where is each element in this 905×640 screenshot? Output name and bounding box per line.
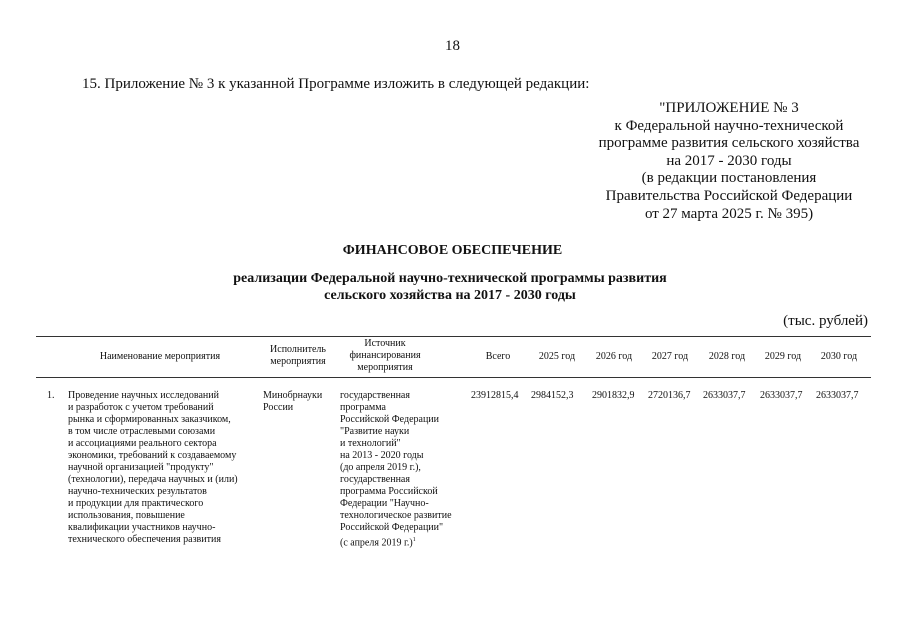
appendix-header <box>575 100 883 223</box>
row-year-2030: 2633037,7 <box>816 390 859 401</box>
row-source-line <box>340 534 452 549</box>
row-source-line: Федерации "Научно- <box>340 498 429 509</box>
row-name-line: (технологии), передача научных и (или) <box>68 474 238 485</box>
row-source-line: на 2013 - 2020 годы <box>340 450 424 461</box>
header-total: Всего <box>485 351 511 362</box>
row-name-line: экономики, требований к создаваемому <box>68 450 237 461</box>
table-row <box>0 390 905 560</box>
row-year-2029: 2633037,7 <box>760 390 803 401</box>
header-year-2028: 2028 год <box>708 351 746 362</box>
row-source-line: государственная <box>340 390 410 401</box>
row-name-line: рынка и сформированных заказчиком, <box>68 414 231 425</box>
row-source-line: программа <box>340 402 386 413</box>
row-source <box>340 390 452 549</box>
row-source-line: и технологий" <box>340 438 401 449</box>
header-year-2029: 2029 год <box>764 351 802 362</box>
row-year-2025: 2984152,3 <box>531 390 574 401</box>
header-source-line: Источник <box>364 338 406 349</box>
row-source-line: программа Российской <box>340 486 438 497</box>
appendix-line: (в редакции постановления <box>641 170 817 187</box>
appendix-line: программе развития сельского хозяйства <box>598 135 860 152</box>
subtitle-line: сельского хозяйства на 2017 - 2030 годы <box>324 288 576 303</box>
row-name-line: использования, повышение <box>68 510 185 521</box>
appendix-line: от 27 марта 2025 г. № 395) <box>644 205 814 222</box>
row-total: 23912815,4 <box>471 390 519 401</box>
header-executor <box>258 344 338 368</box>
appendix-line: на 2017 - 2030 годы <box>666 152 792 169</box>
row-source-line: Российской Федерации" <box>340 522 444 533</box>
header-year-2025: 2025 год <box>538 351 576 362</box>
row-name-line: Проведение научных исследований <box>68 390 219 401</box>
row-source-line: государственная <box>340 474 410 485</box>
row-name-line: и разработок с учетом требований <box>68 402 214 413</box>
header-executor-line: Исполнитель <box>270 344 326 355</box>
row-name-line: и ассоциациями реального сектора <box>68 438 217 449</box>
row-name <box>68 390 238 546</box>
header-source-line: мероприятия <box>357 362 413 373</box>
row-name-line: технического обеспечения развития <box>68 534 221 545</box>
row-name-line: в том числе отраслевыми союзами <box>68 426 216 437</box>
row-executor-line: России <box>263 402 294 413</box>
appendix-line: Правительства Российской Федерации <box>605 187 853 204</box>
document-subtitle <box>140 270 760 304</box>
header-year-2026: 2026 год <box>595 351 633 362</box>
table-header-rule <box>36 377 871 378</box>
row-source-line: (до апреля 2019 г.), <box>340 462 421 473</box>
row-source-line: технологическое развитие <box>340 510 452 521</box>
subtitle-line: реализации Федеральной научно-технической программы развития <box>233 271 667 286</box>
row-year-2027: 2720136,7 <box>648 390 691 401</box>
row-executor-line: Минобрнауки <box>263 390 323 401</box>
row-source-line: Российской Федерации <box>340 414 440 425</box>
row-name-line: квалификации участников научно- <box>68 522 216 533</box>
header-year-2027: 2027 год <box>651 351 689 362</box>
appendix-line: к Федеральной научно-технической <box>614 117 844 134</box>
header-name: Наименование мероприятия <box>99 351 221 362</box>
row-year-2028: 2633037,7 <box>703 390 746 401</box>
row-source-last-text: (с апреля 2019 г.) <box>340 537 413 549</box>
row-name-line: научно-технических результатов <box>68 486 207 497</box>
header-executor-line: мероприятия <box>270 356 326 367</box>
units-label: (тыс. рублей) <box>783 313 868 329</box>
header-source <box>335 338 435 374</box>
footnote-marker: 1 <box>412 537 416 543</box>
row-number: 1. <box>47 390 55 401</box>
amendment-intro: 15. Приложение № 3 к указанной Программе изложить в следующей редакции: <box>82 76 590 92</box>
page-number: 18 <box>445 38 460 54</box>
row-source-line: "Развитие науки <box>340 426 410 437</box>
header-year-2030: 2030 год <box>820 351 858 362</box>
row-executor <box>263 390 322 414</box>
document-title: ФИНАНСОВОЕ ОБЕСПЕЧЕНИЕ <box>342 243 563 258</box>
row-name-line: научной организацией "продукту" <box>68 462 214 473</box>
row-year-2026: 2901832,9 <box>592 390 635 401</box>
table-header <box>0 337 905 377</box>
appendix-line: "ПРИЛОЖЕНИЕ № 3 <box>659 100 799 116</box>
header-source-line: финансирования <box>349 350 421 361</box>
row-name-line: и продукции для практического <box>68 498 204 509</box>
